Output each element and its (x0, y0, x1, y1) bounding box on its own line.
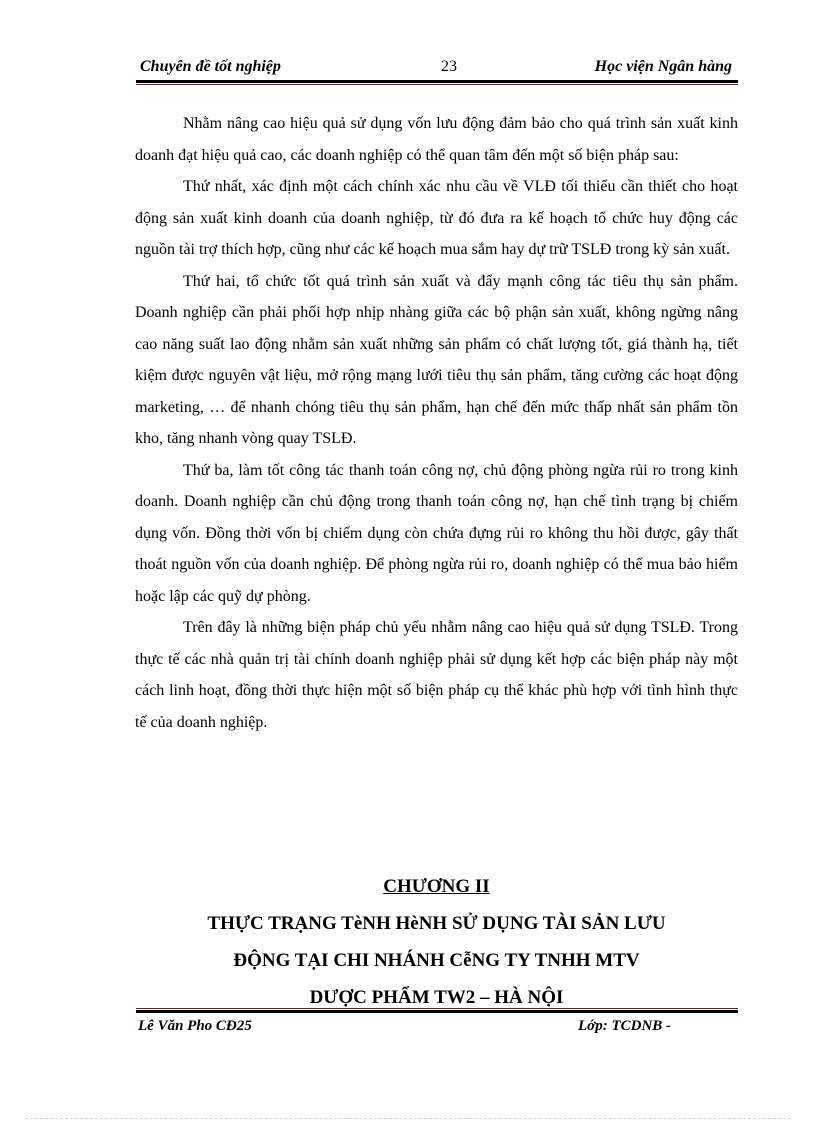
chapter-label: CHƯƠNG II (383, 876, 490, 897)
chapter-heading (135, 868, 738, 1016)
chapter-title-line: THỰC TRẠNG TèNH HèNH SỬ DỤNG TÀI SẢN LƯU (207, 913, 666, 934)
page-header (136, 58, 736, 80)
header-institution: Học viện Ngân hàng (594, 58, 732, 75)
paragraph: Nhằm nâng cao hiệu quả sử dụng vốn lưu động đảm bảo cho quá trình sản xuất kinh doanh đạt hiệu quả cao, các doanh nghiệp có thể quan tâm đến một số biện pháp sau: (135, 115, 738, 164)
page-footer (136, 1016, 738, 1060)
body-text (135, 108, 738, 738)
page-edge (25, 1118, 791, 1119)
paragraph: Thứ hai, tổ chức tốt quá trình sản xuất và đẩy mạnh công tác tiêu thụ sản phẩm. Doanh nghiệp cần phải phối hợp nhịp nhàng giữa các bộ phận sản xuất, không ngừng nâng cao năng suất lao động nhằm sản xuất những sản phẩm có chất lượng tốt, giá thành hạ, tiết kiệm được nguyên vật liệu, mở rộng mạng lưới tiêu thụ sản phẩm, tăng cường các hoạt động marketing, … để nhanh chóng tiêu thụ sản phẩm, hạn chế đến mức thấp nhất sản phẩm tồn kho, tăng nhanh vòng quay TSLĐ. (135, 272, 738, 447)
chapter-title-line: DƯỢC PHẨM TW2 – HÀ NỘI (309, 987, 564, 1008)
footer-author: Lê Văn Pho CĐ25 (138, 1018, 252, 1034)
paragraph: Thứ nhất, xác định một cách chính xác nhu cầu về VLĐ tối thiểu cần thiết cho hoạt động sản xuất kinh doanh của doanh nghiệp, từ đó đưa ra kế hoạch tổ chức huy động các nguồn tài trợ thích hợp, cũng như các kế hoạch mua sắm hay dự trữ TSLĐ trong kỳ sản xuất. (135, 178, 738, 258)
footer-class: Lớp: TCDNB - (578, 1018, 672, 1034)
paragraph: Trên đây là những biện pháp chủ yếu nhằm nâng cao hiệu quả sử dụng TSLĐ. Trong thực tế các nhà quản trị tài chính doanh nghiệp phải sử dụng kết hợp các biện pháp này một cách linh hoạt, đồng thời thực hiện một số biện pháp cụ thể khác phù hợp với tình hình thực tế của doanh nghiệp. (135, 619, 738, 731)
page-number: 23 (441, 58, 457, 75)
header-thesis-title: Chuyên đề tốt nghiệp (140, 58, 281, 75)
footer-rule (136, 1008, 738, 1014)
paragraph: Thứ ba, làm tốt công tác thanh toán công nợ, chủ động phòng ngừa rủi ro trong kinh doanh. Doanh nghiệp cần chủ động trong thanh toán công nợ, hạn chế tình trạng bị chiếm dụng vốn. Đồng thời vốn bị chiếm dụng còn chứa đựng rủi ro không thu hồi được, gây thất thoát nguồn vốn của doanh nghiệp. Để phòng ngừa rủi ro, doanh nghiệp có thể mua bảo hiểm hoặc lập các quỹ dự phòng. (135, 461, 738, 605)
header-rule (136, 80, 738, 86)
chapter-title-line: ĐỘNG TẠI CHI NHÁNH CễNG TY TNHH MTV (233, 950, 640, 971)
